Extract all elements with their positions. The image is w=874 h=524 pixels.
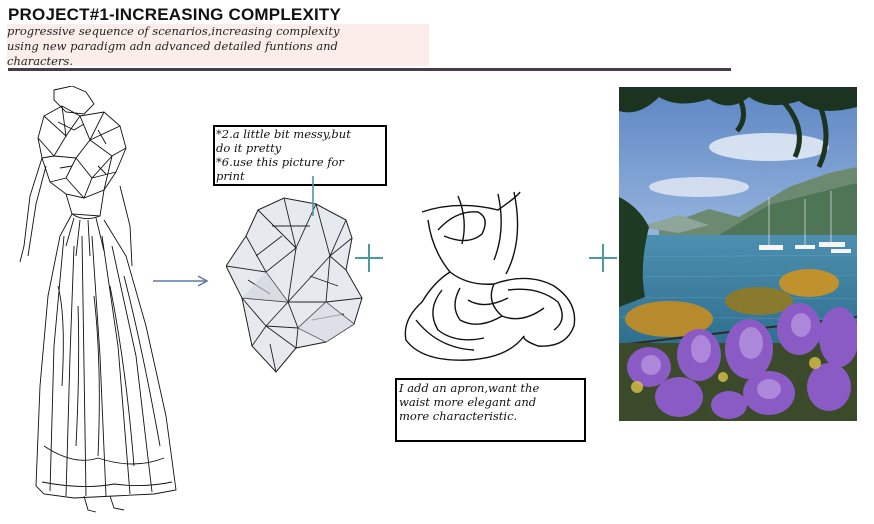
note1-line-3: *6.use this picture for [216, 155, 344, 169]
note2-line-2: waist more elegant and [399, 395, 537, 409]
page-title: PROJECT#1-INCREASING COMPLEXITY [8, 5, 342, 24]
subtitle-line-2: using new paradigm adn advanced detailed funtions and [7, 39, 338, 53]
dress-sketch [14, 86, 184, 516]
header-divider [8, 68, 731, 71]
subtitle-line-3: characters. [7, 54, 73, 68]
page-subtitle [7, 24, 429, 66]
polygon-fabric-swatch [226, 176, 366, 376]
note-box-apron [395, 378, 586, 442]
note1-line-1: *2.a little bit messy,but [216, 127, 351, 141]
note2-line-3: more characteristic. [399, 409, 518, 423]
right-arrow-icon [152, 274, 210, 288]
apron-sketch [398, 190, 582, 366]
lake-wisteria-photo [619, 87, 857, 421]
plus-icon [354, 243, 384, 273]
note1-line-2: do it pretty [216, 141, 282, 155]
plus-icon [588, 243, 618, 273]
note1-line-4: print [216, 169, 245, 183]
subtitle-line-1: progressive sequence of scenarios,increasing complexity [7, 24, 340, 38]
note2-line-1: I add an apron,want the [399, 381, 540, 395]
